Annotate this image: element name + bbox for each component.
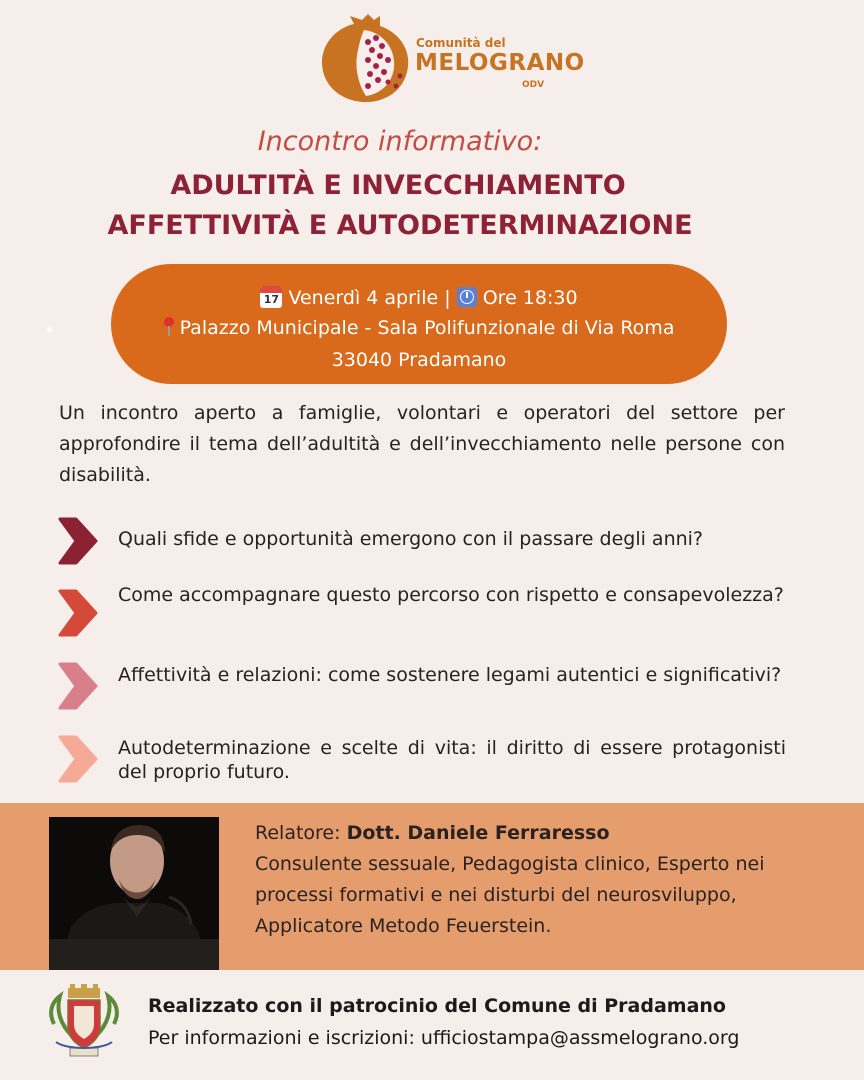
chevron-bullet-icon-3 <box>58 662 98 710</box>
speaker-bio: Consulente sessuale, Pedagogista clinico, Esperto nei processi formativi e nei disturbi del neurosviluppo, Applicatore Metodo Feuerstein. <box>255 853 765 937</box>
logo-line-2: MELOGRANO <box>415 50 585 76</box>
event-title-line-1: ADULTITÀ E INVECCHIAMENTO <box>170 170 626 201</box>
intro-paragraph: Un incontro aperto a famiglie, volontari e operatori del settore per approfondire il tema dell’adultità e dell’invecchiamento nelle persone con disabilità. <box>59 402 785 486</box>
calendar-icon: 17 <box>260 286 282 308</box>
event-place: Palazzo Municipale - Sala Polifunzionale di Via Roma <box>179 317 675 339</box>
pushpin-icon <box>164 317 174 337</box>
event-date: Venerdì 4 aprile <box>288 287 439 309</box>
event-date-row <box>111 286 727 310</box>
logo <box>318 14 585 104</box>
chevron-bullet-icon-4 <box>58 735 98 783</box>
clock-icon <box>457 287 477 307</box>
chevron-bullet-icon-2 <box>58 589 98 637</box>
logo-line-1: Comunità del <box>416 36 506 50</box>
chevron-bullet-icon-1 <box>58 517 98 565</box>
contact-info: Per informazioni e iscrizioni: ufficiostampa@assmelograno.org <box>148 1027 740 1049</box>
pomegranate-icon <box>318 14 414 104</box>
municipal-crest-icon <box>44 984 124 1060</box>
event-separator: | <box>444 287 451 309</box>
topic-3: Affettività e relazioni: come sostenere legami autentici e significativi? <box>118 664 782 686</box>
speaker-name: Dott. Daniele Ferraresso <box>346 822 610 844</box>
decorative-dot <box>47 327 52 332</box>
event-place-row <box>111 316 727 340</box>
topic-4: Autodeterminazione e scelte di vita: il diritto di essere protagonisti del proprio futuro. <box>118 737 786 783</box>
event-city: 33040 Pradamano <box>331 349 507 371</box>
event-time: Ore 18:30 <box>482 287 578 309</box>
event-details-pill <box>111 264 727 384</box>
logo-line-3: ODV <box>522 80 545 90</box>
event-title-line-2: AFFETTIVITÀ E AUTODETERMINAZIONE <box>107 210 693 241</box>
patronage-text: Realizzato con il patrocinio del Comune di Pradamano <box>148 995 726 1017</box>
speaker-info <box>255 818 835 942</box>
speaker-photo <box>49 817 219 970</box>
speaker-label: Relatore: <box>255 822 341 844</box>
topic-2: Come accompagnare questo percorso con rispetto e consapevolezza? <box>118 584 784 606</box>
topic-1: Quali sfide e opportunità emergono con il passare degli anni? <box>118 528 704 550</box>
event-kicker: Incontro informativo: <box>257 126 543 157</box>
